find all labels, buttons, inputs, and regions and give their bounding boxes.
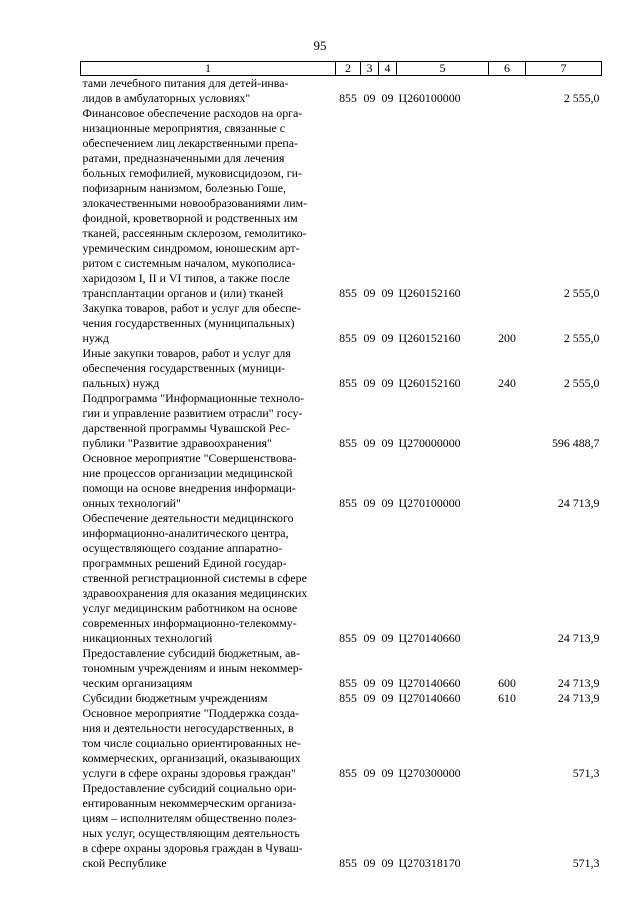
- row-name-line: помощи на основе внедрения информаци-: [82, 481, 296, 495]
- row-amount: 24 713,9: [557, 631, 600, 645]
- page-number: 95: [313, 38, 327, 53]
- header-expense-type: 6: [489, 62, 526, 76]
- row-name-line: пофизарным нанизмом, болезнью Гоше,: [82, 181, 286, 195]
- row-name-line: пальных) нужд: [82, 376, 160, 390]
- row-section: 09: [363, 286, 376, 300]
- row-grbs: 855: [339, 436, 357, 450]
- row-name-line: Обеспечение деятельности медицинского: [82, 511, 294, 525]
- row-name-line: ской Республике: [82, 856, 167, 870]
- row-expense-type: 200: [498, 331, 516, 345]
- table-row: [81, 691, 602, 706]
- row-amount: 2 555,0: [563, 331, 600, 345]
- row-section: 09: [363, 496, 376, 510]
- row-name-line: низационные мероприятия, связанные с: [82, 121, 286, 135]
- row-name: [81, 391, 336, 451]
- row-name-line: трансплантации органов и (или) тканей: [82, 286, 284, 300]
- row-name-line: злокачественными новообразованиями лим-: [82, 196, 308, 210]
- row-subsection: 09: [381, 691, 394, 705]
- row-section: 09: [363, 91, 376, 105]
- row-name: [81, 781, 336, 871]
- table-row: [81, 706, 602, 781]
- row-expense-type: [489, 706, 526, 781]
- row-grbs: 855: [339, 676, 357, 690]
- row-name-line: обеспечения государственных (муници-: [82, 361, 286, 375]
- row-name-line: чения государственных (муниципальных): [82, 316, 295, 330]
- table-row: [81, 106, 602, 301]
- row-name-line: Финансовое обеспечение расходов на орга-: [82, 106, 303, 120]
- row-name-line: Основное мероприятие "Поддержка созда-: [82, 706, 300, 720]
- row-name-line: Основное мероприятие "Совершенствова-: [82, 451, 297, 465]
- header-target-article: 5: [397, 62, 489, 76]
- row-name-line: ния и деятельности негосударственных, в: [82, 721, 294, 735]
- row-name-line: гии и управление развитием отрасли" госу-: [82, 406, 303, 420]
- row-grbs: 855: [339, 691, 357, 705]
- row-name: [81, 346, 336, 391]
- row-grbs: 855: [339, 376, 357, 390]
- header-name: 1: [81, 62, 336, 76]
- row-name-line: тами лечебного питания для детей-инва-: [82, 76, 289, 90]
- row-name-line: онных технологий": [82, 496, 181, 510]
- row-subsection: 09: [381, 766, 394, 780]
- row-name-line: том числе социально ориентированных не-: [82, 736, 301, 750]
- header-grbs: 2: [336, 62, 361, 76]
- row-grbs: 855: [339, 496, 357, 510]
- row-name-line: ритом с системным началом, мукополиса-: [82, 256, 296, 270]
- row-name-line: фоидной, кроветворной и родственных им: [82, 211, 298, 225]
- row-name-line: дарственной программы Чувашской Рес-: [82, 421, 291, 435]
- row-name-line: Предоставление субсидий социально ори-: [82, 781, 297, 795]
- table-row: [81, 301, 602, 346]
- row-subsection: 09: [381, 856, 394, 870]
- row-name: [81, 76, 336, 107]
- row-expense-type: [489, 106, 526, 301]
- row-name-line: лидов в амбулаторных условиях": [82, 91, 251, 105]
- row-name-line: никационных технологий: [82, 631, 213, 645]
- row-name-line: информационно-аналитического центра,: [82, 526, 289, 540]
- row-amount: 24 713,9: [557, 691, 600, 705]
- row-expense-type: [489, 781, 526, 871]
- row-name: [81, 706, 336, 781]
- row-name-line: Предоставление субсидий бюджетным, ав-: [82, 646, 300, 660]
- row-target-article: Ц270140660: [398, 676, 461, 690]
- row-section: 09: [363, 766, 376, 780]
- header-section: 3: [361, 62, 379, 76]
- row-name: [81, 106, 336, 301]
- row-grbs: 855: [339, 631, 357, 645]
- row-name-line: обеспечением лиц лекарственными препа-: [82, 136, 299, 150]
- row-name-line: услуг медицинским работником на основе: [82, 601, 298, 615]
- row-subsection: 09: [381, 676, 394, 690]
- row-name-line: публики "Развитие здравоохранения": [82, 436, 272, 450]
- row-expense-type: 610: [498, 691, 516, 705]
- row-subsection: 09: [381, 496, 394, 510]
- table-row: [81, 391, 602, 451]
- row-expense-type: [489, 511, 526, 646]
- row-name-line: харидозом I, II и VI типов, а также после: [82, 271, 290, 285]
- row-name-line: циям – исполнителям общественно полез-: [82, 811, 297, 825]
- row-target-article: Ц270100000: [398, 496, 461, 510]
- row-name-line: программных решений Единой государ-: [82, 556, 287, 570]
- table-row: [81, 646, 602, 691]
- row-target-article: Ц270140660: [398, 631, 461, 645]
- row-subsection: 09: [381, 91, 394, 105]
- row-name-line: Подпрограмма "Информационные техноло-: [82, 391, 305, 405]
- row-name-line: ных услуг, осуществляющим деятельность: [82, 826, 300, 840]
- row-target-article: Ц260152160: [398, 331, 461, 345]
- row-subsection: 09: [381, 631, 394, 645]
- table-row: [81, 346, 602, 391]
- table-row: [81, 76, 602, 107]
- table-row: [81, 451, 602, 511]
- row-amount: 24 713,9: [557, 496, 600, 510]
- row-subsection: 09: [381, 376, 394, 390]
- row-name-line: нужд: [82, 331, 109, 345]
- row-subsection: 09: [381, 286, 394, 300]
- row-name: [81, 511, 336, 646]
- table-row: [81, 781, 602, 871]
- row-amount: 596 488,7: [551, 436, 600, 450]
- row-name: [81, 691, 336, 706]
- header-subsection: 4: [379, 62, 397, 76]
- row-subsection: 09: [381, 436, 394, 450]
- table-row: [81, 511, 602, 646]
- row-name-line: ентированным некоммерческим организа-: [82, 796, 297, 810]
- row-name-line: ственной регистрационной системы в сфере: [82, 571, 307, 585]
- header-amount: 7: [526, 62, 602, 76]
- row-expense-type: [489, 76, 526, 107]
- row-name-line: в сфере охраны здоровья граждан в Чуваш-: [82, 841, 303, 855]
- row-expense-type: [489, 451, 526, 511]
- row-target-article: Ц260152160: [398, 376, 461, 390]
- row-grbs: 855: [339, 286, 357, 300]
- row-name-line: Закупка товаров, работ и услуг для обеспе-: [82, 301, 301, 315]
- row-name-line: тономным учреждениям и иным некоммер-: [82, 661, 303, 675]
- row-name-line: коммерческих, организаций, оказывающих: [82, 751, 301, 765]
- row-name-line: Иные закупки товаров, работ и услуг для: [82, 346, 291, 360]
- row-section: 09: [363, 691, 376, 705]
- row-name-line: современных информационно-телекомму-: [82, 616, 297, 630]
- row-name-line: осуществляющего создание аппаратно-: [82, 541, 283, 555]
- row-target-article: Ц270300000: [398, 766, 461, 780]
- row-grbs: 855: [339, 331, 357, 345]
- row-expense-type: [489, 391, 526, 451]
- row-grbs: 855: [339, 766, 357, 780]
- row-name: [81, 451, 336, 511]
- row-target-article: Ц260152160: [398, 286, 461, 300]
- row-name: [81, 646, 336, 691]
- row-expense-type: 240: [498, 376, 516, 390]
- row-name-line: уремическим синдромом, юношеским арт-: [82, 241, 300, 255]
- row-section: 09: [363, 376, 376, 390]
- header-row: [81, 62, 602, 76]
- row-name-line: здравоохранения для оказания медицинских: [82, 586, 308, 600]
- row-name-line: Субсидии бюджетным учреждениям: [82, 691, 268, 705]
- row-section: 09: [363, 436, 376, 450]
- row-amount: 2 555,0: [563, 376, 600, 390]
- row-section: 09: [363, 631, 376, 645]
- row-name-line: ческим организациям: [82, 676, 193, 690]
- row-subsection: 09: [381, 331, 394, 345]
- row-section: 09: [363, 331, 376, 345]
- row-name-line: тканей, рассеянным склерозом, гемолитико-: [82, 226, 307, 240]
- row-section: 09: [363, 856, 376, 870]
- budget-table: [80, 61, 602, 871]
- row-target-article: Ц260100000: [398, 91, 461, 105]
- row-name-line: ратами, предназначенными для лечения: [82, 151, 285, 165]
- row-grbs: 855: [339, 856, 357, 870]
- row-target-article: Ц270140660: [398, 691, 461, 705]
- row-amount: 24 713,9: [557, 676, 600, 690]
- row-name-line: ние процессов организации медицинской: [82, 466, 293, 480]
- row-amount: 571,3: [572, 766, 600, 780]
- row-name-line: больных гемофилией, муковисцидозом, ги-: [82, 166, 302, 180]
- row-expense-type: 600: [498, 676, 516, 690]
- row-amount: 2 555,0: [563, 286, 600, 300]
- row-amount: 2 555,0: [563, 91, 600, 105]
- row-section: 09: [363, 676, 376, 690]
- row-name-line: услуги в сфере охраны здоровья граждан": [82, 766, 296, 780]
- row-target-article: Ц270000000: [398, 436, 461, 450]
- row-grbs: 855: [339, 91, 357, 105]
- row-target-article: Ц270318170: [398, 856, 461, 870]
- row-amount: 571,3: [572, 856, 600, 870]
- row-name: [81, 301, 336, 346]
